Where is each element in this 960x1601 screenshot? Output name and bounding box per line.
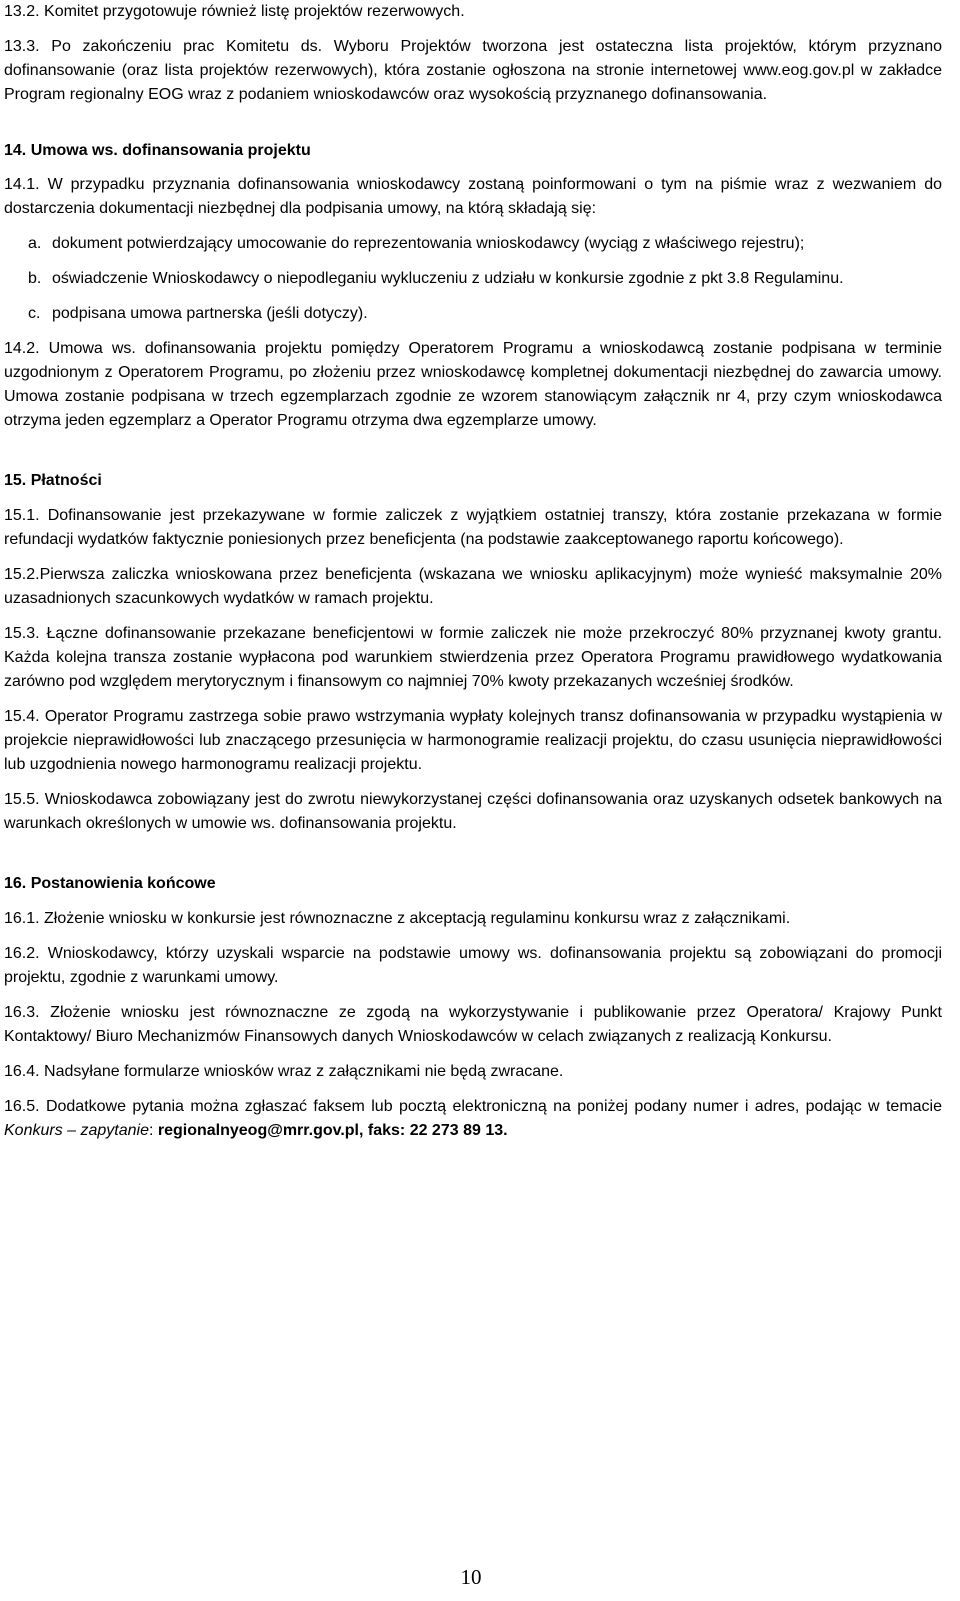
list-item-text: dokument potwierdzający umocowanie do reprezentowania wnioskodawcy (wyciąg z właściwego rejestru);: [52, 235, 805, 252]
paragraph-15-5: 15.5. Wnioskodawca zobowiązany jest do zwrotu niewykorzystanej części dofinansowania oraz uzyskanych odsetek bankowych na warunkach określonych w umowie ws. dofinansowania projektu.: [4, 791, 942, 832]
fax-number: 22 273 89 13.: [409, 1122, 508, 1139]
paragraph-16-2: 16.2. Wnioskodawcy, którzy uzyskali wsparcie na podstawie umowy ws. dofinansowania projektu są zobowiązani do promocji projektu, zgodnie z warunkami umowy.: [4, 945, 942, 986]
paragraph-16-5: [4, 1095, 942, 1143]
list-marker: a.: [28, 235, 42, 252]
list-item: [4, 302, 942, 326]
page-number: 10: [460, 1565, 482, 1589]
list-item: [4, 267, 942, 291]
fax-label: faks:: [363, 1122, 410, 1139]
paragraph-15-1: 15.1. Dofinansowanie jest przekazywane w formie zaliczek z wyjątkiem ostatniej transzy, która zostanie przekazana w formie refundacji wydatków faktycznie poniesionych przez beneficjenta (na podstawie zaakceptowanego raportu końcowego).: [4, 507, 942, 548]
paragraph-14-2: 14.2. Umowa ws. dofinansowania projektu pomiędzy Operatorem Programu a wnioskodawcą zostanie podpisana w terminie uzgodnionym z Operatorem Programu, po złożeniu przez wnioskodawcę kompletnej dokumentacji niezbędnej do zawarcia umowy. Umowa zostanie podpisana w trzech egzemplarzach zgodnie ze wzorem stanowiącym załącznik nr 4, przy czym wnioskodawca otrzyma jeden egzemplarz a Operator Programu otrzyma dwa egzemplarze umowy.: [4, 340, 942, 429]
paragraph-15-4: 15.4. Operator Programu zastrzega sobie prawo wstrzymania wypłaty kolejnych transz dofinansowania w przypadku wystąpienia w projekcie nieprawidłowości lub znaczącego przesunięcia w harmonogramie realizacji projektu, do czasu usunięcia nieprawidłowości lub uzgodnienia nowego harmonogramu realizacji projektu.: [4, 708, 942, 773]
paragraph-15-2: 15.2.Pierwsza zaliczka wnioskowana przez beneficjenta (wskazana we wniosku aplikacyjnym) może wynieść maksymalnie 20% uzasadnionych szacunkowych wydatków w ramach projektu.: [4, 566, 942, 607]
list-marker: c.: [28, 305, 41, 322]
section-heading-14: 14. Umowa ws. dofinansowania projektu: [4, 142, 311, 159]
paragraph-13-3: 13.3. Po zakończeniu prac Komitetu ds. Wyboru Projektów tworzona jest ostateczna lista projektów, którym przyznano dofinansowanie (oraz lista projektów rezerwowych), która zostanie ogłoszona na stronie internetowej www.eog.gov.pl w zakładce Program regionalny EOG wraz z podaniem wnioskodawców oraz wysokością przyznanego dofinansowania.: [4, 38, 942, 103]
paragraph-15-3: 15.3. Łączne dofinansowanie przekazane beneficjentowi w formie zaliczek nie może przekroczyć 80% przyznanej kwoty grantu. Każda kolejna transza zostanie wypłacona pod warunkiem stwierdzenia przez Operatora Programu prawidłowego wydatkowania zarówno pod względem merytorycznym i finansowym co najmniej 70% kwoty przekazanych wcześniej środków.: [4, 625, 942, 690]
section-heading-15: 15. Płatności: [4, 472, 102, 489]
paragraph-13-2: 13.2. Komitet przygotowuje również listę projektów rezerwowych.: [4, 3, 465, 20]
paragraph-14-1: 14.1. W przypadku przyznania dofinansowania wnioskodawcy zostaną poinformowani o tym na piśmie wraz z wezwaniem do dostarczenia dokumentacji niezbędnej dla podpisania umowy, na którą składają się:: [4, 176, 942, 217]
email-subject: Konkurs – zapytanie: [4, 1122, 149, 1139]
paragraph-16-4: 16.4. Nadsyłane formularze wniosków wraz z załącznikami nie będą zwracane.: [4, 1063, 564, 1080]
list-item-text: podpisana umowa partnerska (jeśli dotyczy).: [52, 305, 368, 322]
section-heading-16: 16. Postanowienia końcowe: [4, 875, 216, 892]
paragraph-16-5-lead: 16.5. Dodatkowe pytania można zgłaszać faksem lub pocztą elektroniczną na poniżej podany numer i adres, podając w temacie: [4, 1098, 942, 1115]
list-item-text: oświadczenie Wnioskodawcy o niepodleganiu wykluczeniu z udziału w konkursie zgodnie z pkt 3.8 Regulaminu.: [52, 270, 844, 287]
list-marker: b.: [28, 270, 42, 287]
contact-email: regionalnyeog@mrr.gov.pl,: [157, 1122, 364, 1139]
paragraph-16-1: 16.1. Złożenie wniosku w konkursie jest równoznaczne z akceptacją regulaminu konkursu wraz z załącznikami.: [4, 910, 791, 927]
list-item: [4, 232, 942, 256]
paragraph-16-3: 16.3. Złożenie wniosku jest równoznaczne ze zgodą na wykorzystywanie i publikowanie przez Operatora/ Krajowy Punkt Kontaktowy/ Biuro Mechanizmów Finansowych danych Wnioskodawców w celach związanych z realizacją Konkursu.: [4, 1004, 942, 1045]
subject-colon: :: [148, 1122, 158, 1139]
